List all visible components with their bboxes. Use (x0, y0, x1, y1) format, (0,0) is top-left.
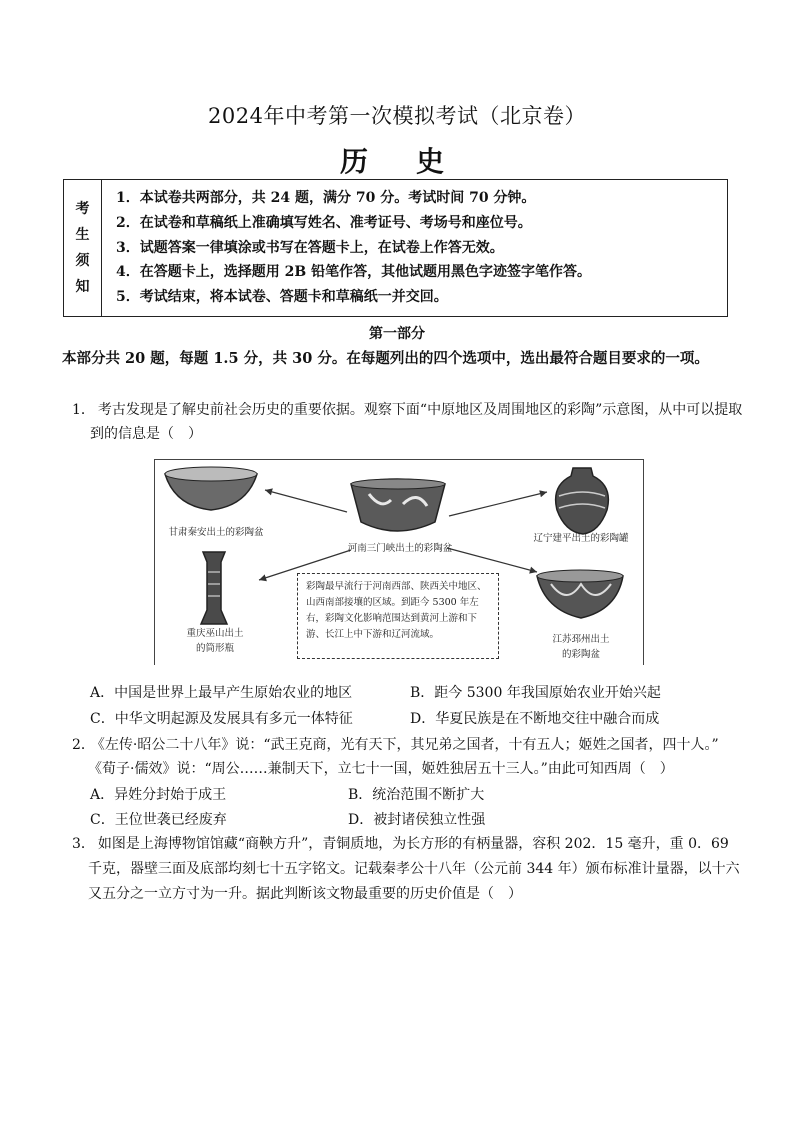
bottom-left-vase-image (201, 552, 227, 624)
arrow-to-top-right (449, 492, 547, 516)
caption-bottom-right-line: 的彩陶盆 (561, 649, 600, 660)
option-b[interactable]: B．距今 5300 年我国原始农业开始兴起 (410, 685, 661, 701)
question-stem: 考古发现是了解史前社会历史的重要依据。观察下面“中原地区及周围地区的彩陶”示意图，从中可以提取到的信息是（ ） (90, 402, 743, 442)
center-bowl-image (351, 479, 445, 531)
option-b[interactable]: B．统治范围不断扩大 (348, 787, 485, 803)
option-c[interactable]: C．王位世袭已经废弃 (90, 812, 227, 828)
caption-top-right: 辽宁建平出土的彩陶罐 (533, 533, 629, 544)
option-a[interactable]: A．异姓分封始于成王 (90, 787, 227, 803)
question-1 (72, 398, 750, 446)
option-a[interactable]: A．中国是世界上最早产生原始农业的地区 (90, 685, 353, 701)
option-c[interactable]: C．中华文明起源及发展具有多元一体特征 (90, 711, 353, 727)
option-d[interactable]: D．被封诸侯独立性强 (348, 812, 486, 828)
part-description: 本部分共 20 题，每题 1.5 分，共 30 分。在每题列出的四个选项中，选出最符合题目要求的一项。 (62, 350, 709, 367)
q2-options-row-2 (90, 809, 730, 829)
caption-center: 河南三门峡出土的彩陶盆 (347, 543, 453, 554)
arrow-to-top-left (265, 490, 347, 512)
subject-title: 历 史 (339, 145, 454, 178)
painted-pottery-figure (154, 459, 644, 665)
part-title: 第一部分 (369, 326, 425, 342)
q1-options-row-2 (90, 708, 730, 728)
caption-bottom-left-line: 的筒形瓶 (195, 643, 234, 654)
exam-notice-box (63, 179, 728, 317)
question-2 (72, 733, 732, 781)
question-stem-line: 《左传·昭公二十八年》说：“武王克商，光有天下，其兄弟之国者，十有五人；姬姓之国者，四十人。” (97, 737, 719, 753)
caption-bottom-right (541, 632, 621, 662)
notice-item: 5．考试结束，将本试卷、答题卡和草稿纸一并交回。 (116, 289, 448, 306)
option-d[interactable]: D．华夏民族是在不断地交往中融合而成 (410, 711, 660, 727)
question-number: 2． (72, 737, 95, 753)
notice-label-char: 生 (75, 227, 90, 243)
top-left-bowl-image (165, 467, 257, 510)
bottom-right-bowl-image (537, 570, 623, 618)
page-title: 2024年中考第一次模拟考试（北京卷） (208, 104, 586, 128)
notice-items (102, 180, 727, 316)
question-3 (72, 832, 742, 907)
notice-label-char: 知 (75, 279, 90, 295)
caption-top-left: 甘肃秦安出土的彩陶盆 (168, 527, 264, 538)
notice-item: 2．在试卷和草稿纸上准确填写姓名、准考证号、考场号和座位号。 (116, 214, 532, 231)
q1-options-row-1 (90, 682, 730, 702)
notice-item: 3．试题答案一律填涂或书写在答题卡上，在试卷上作答无效。 (116, 239, 504, 256)
notice-label-char: 须 (75, 253, 90, 269)
question-number: 1． (72, 402, 95, 418)
question-number: 3． (72, 836, 95, 852)
question-stem: 如图是上海博物馆馆藏“商鞅方升”，青铜质地，为长方形的有柄量器，容积 202．15 毫升，重 0．69 千克，器壁三面及底部均刻七十五字铭文。记载秦孝公十八年（公元前 344 年）颁布标准计量器，以十六又五分之一立方寸为一升。据此判断该文物最重要的历史价值是（ ） (88, 836, 740, 902)
q2-options-row-1 (90, 784, 730, 804)
caption-bottom-right-line: 江苏邳州出土 (552, 634, 610, 645)
figure-note: 彩陶最早流行于河南西部、陕西关中地区、山西南部接壤的区域。到距今 5300 年左右，彩陶文化影响范围达到黄河上游和下游、长江上中下游和辽河流域。 (297, 573, 499, 659)
notice-item: 4．在答题卡上，选择题用 2B 铅笔作答，其他试题用黑色字迹签字笔作答。 (116, 264, 592, 281)
top-right-jar-image (556, 468, 609, 534)
notice-label (64, 180, 102, 316)
caption-bottom-left (175, 626, 255, 656)
caption-bottom-left-line: 重庆巫山出土 (186, 628, 244, 639)
notice-label-char: 考 (75, 201, 90, 217)
notice-item: 1．本试卷共两部分，共 24 题，满分 70 分。考试时间 70 分钟。 (116, 190, 536, 206)
question-stem-line: 《荀子·儒效》说：“周公……兼制天下，立七十一国，姬姓独居五十三人。”由此可知西周（ ） (88, 761, 674, 777)
